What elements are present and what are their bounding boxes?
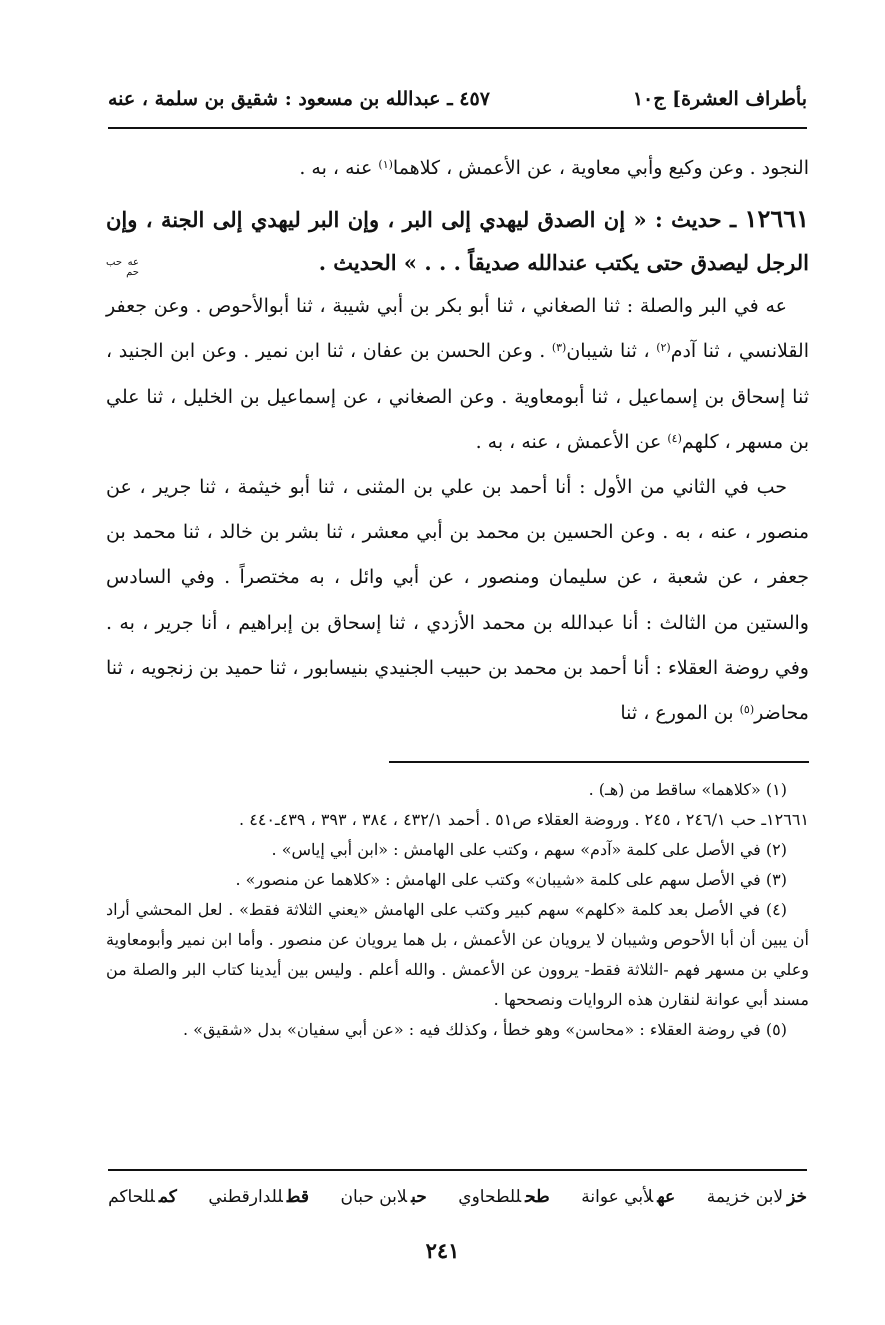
reference-note: ١٢٦٦١ـ حب ٢٤٦/١ ، ٢٤٥ . وروضة العقلاء ص٥١ . أحمد ٤٣٢/١ ، ٣٨٤ ، ٣٩٣ ، ٤٣٩ـ٤٤٠ . — [239, 810, 809, 829]
paragraph-abu-awana: عه في البر والصلة : ثنا الصغاني ، ثنا أبو بكر بن أبي شيبة ، ثنا أبوالأحوص . وعن جعفر القلانسي ، ثنا آدم$^{(٢)}$ ، ثنا شيبان$^{(٣)}$ . وعن الحسن بن عفان ، ثنا ابن نمير . وعن ابن الجنيد ، ثنا إسحاق بن إسماعيل ، ثنا أبومعاوية . وعن الصغاني ، عن إسماعيل بن الخليل ، ثنا علي بن مسهر ، كلهم$^{(٤)}$ عن الأعمش ، عنه ، به . — [106, 295, 809, 453]
legend-item: عهلأبي عوانة — [581, 1187, 676, 1207]
legend-item: خزلابن خزيمة — [706, 1187, 807, 1207]
legend-item: كمللحاكم — [108, 1187, 177, 1207]
header-chapter-title: ٤٥٧ ـ عبدالله بن مسعود : شقيق بن سلمة ، عنه — [108, 88, 490, 110]
legend-item: حبلابن حبان — [340, 1187, 427, 1207]
running-header — [108, 82, 807, 116]
main-text — [106, 146, 809, 736]
hadith-text: ـ حديث : « إن الصدق ليهدي إلى البر ، وإن البر ليهدي إلى الجنة ، وإن الرجل ليصدق حتى يكتب عندالله صديقاً . . . » الحديث . — [106, 207, 809, 276]
hadith-source-symbols: عه حب حم — [106, 257, 139, 278]
header-volume-title: بأطراف العشرة] ج١٠ — [632, 88, 807, 110]
footnote-1: (١) «كلاهما» ساقط من (هـ) . — [588, 780, 787, 799]
footnote-marker-2: (٢) — [656, 341, 671, 355]
footnote-marker-1: (١) — [378, 158, 393, 171]
footnote-marker-3: (٣) — [551, 341, 567, 355]
continuation-line: النجود . وعن وكيع وأبي معاوية ، عن الأعمش ، كلاهما$^{(١)}$ عنه ، به . — [299, 157, 809, 179]
footnote-2: (٢) في الأصل على كلمة «آدم» سهم ، وكتب على الهامش : «ابن أبي إياس» . — [271, 840, 787, 859]
legend-divider — [108, 1169, 807, 1171]
footnotes — [106, 775, 809, 1045]
abbreviation-legend — [108, 1180, 807, 1214]
footnote-divider — [389, 761, 809, 763]
hadith-entry — [106, 191, 809, 284]
legend-item: قطللدارقطني — [208, 1187, 309, 1207]
header-divider — [108, 127, 807, 129]
legend-item: طحللطحاوي — [458, 1187, 550, 1207]
footnote-marker-4: (٤) — [667, 431, 682, 445]
footnote-5: (٥) في روضة العقلاء : «محاسن» وهو خطأ ، وكذلك فيه : «عن أبي سفيان» بدل «شقيق» . — [182, 1020, 787, 1039]
hadith-number: ١٢٦٦١ — [744, 204, 809, 234]
paragraph-ibn-hibban: حب في الثاني من الأول : أنا أحمد بن علي بن المثنى ، ثنا أبو خيثمة ، ثنا جرير ، عن منصور ، عنه ، به . وعن الحسين بن محمد بن أبي معشر ، ثنا بشر بن خالد ، ثنا محمد بن جعفر ، عن شعبة ، عن سليمان ومنصور ، عن أبي وائل ، به مختصراً . وفي السادس والستين من الثالث : أنا عبدالله بن محمد الأزدي ، ثنا إسحاق بن إبراهيم ، أنا جرير ، به . وفي روضة العقلاء : أنا أحمد بن محمد بن حبيب الجنيدي بنيسابور ، ثنا حميد بن زنجويه ، ثنا محاضر$^{(٥)}$ بن المورع ، ثنا — [106, 476, 809, 725]
page-number: ٢٤١ — [425, 1238, 460, 1263]
footnote-marker-5: (٥) — [739, 703, 755, 717]
footnote-3: (٣) في الأصل سهم على كلمة «شيبان» وكتب على الهامش : «كلاهما عن منصور» . — [235, 870, 787, 889]
footnote-4: (٤) في الأصل بعد كلمة «كلهم» سهم كبير وكتب على الهامش «يعني الثلاثة فقط» . لعل المحشي أراد أن يبين أن أبا الأحوص وشيبان لا يرويان عن الأعمش ، بل هما يرويان عن منصور . وأما ابن نمير وأبومعاوية وعلي بن مسهر فهم -الثلاثة فقط- يروون عن الأعمش . والله أعلم . وليس بين أيدينا كتاب البر والصلة من مسند أبي عوانة لنقارن هذه الروايات ونصححها . — [106, 900, 809, 1009]
